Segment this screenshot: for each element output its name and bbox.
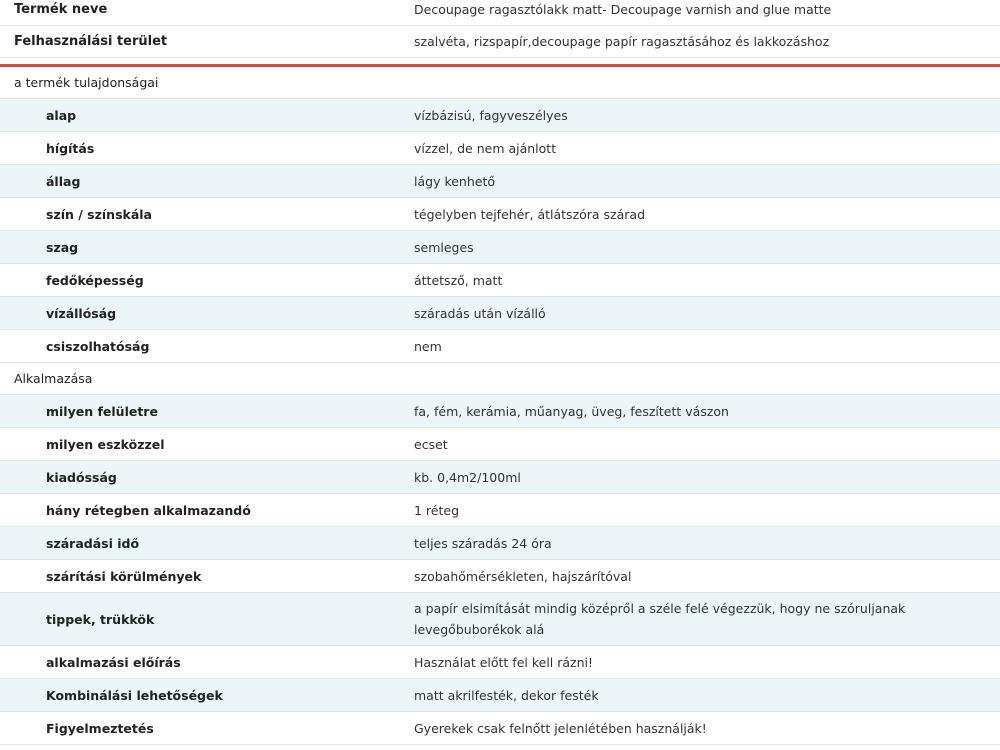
row-value: nem bbox=[414, 338, 442, 354]
row-label: szárítási körülmények bbox=[46, 568, 202, 584]
table-row bbox=[0, 712, 1000, 745]
row-value: szobahőmérsékleten, hajszárítóval bbox=[414, 568, 632, 584]
row-label: alap bbox=[46, 107, 77, 123]
row-label: hígítás bbox=[46, 140, 95, 156]
row-value: száradás után vízálló bbox=[414, 305, 546, 321]
product-name-value: Decoupage ragasztólakk matt- Decoupage varnish and glue matte bbox=[414, 2, 832, 17]
row-label: tippek, trükkök bbox=[46, 611, 155, 627]
table-row bbox=[0, 428, 1000, 461]
row-value: matt akrilfesték, dekor festék bbox=[414, 687, 599, 703]
table-row bbox=[0, 494, 1000, 527]
row-value: fa, fém, kerámia, műanyag, üveg, feszített vászon bbox=[414, 403, 729, 419]
table-row bbox=[0, 165, 1000, 198]
table-row bbox=[0, 646, 1000, 679]
table-row bbox=[0, 297, 1000, 330]
row-label: száradási idő bbox=[46, 535, 140, 551]
table-row bbox=[0, 330, 1000, 363]
row-label: szag bbox=[46, 239, 79, 255]
usage-area-row bbox=[0, 26, 1000, 58]
section-header-application: Alkalmazása bbox=[0, 363, 1000, 395]
usage-area-value: szalvéta, rizspapír,decoupage papír ragasztásához és lakkozáshoz bbox=[414, 34, 830, 49]
table-row bbox=[0, 395, 1000, 428]
row-value: kb. 0,4m2/100ml bbox=[414, 469, 521, 485]
row-label: szín / színskála bbox=[46, 206, 152, 222]
section-header-properties: a termék tulajdonságai bbox=[0, 67, 1000, 99]
row-value: semleges bbox=[414, 239, 474, 255]
row-label: fedőképesség bbox=[46, 272, 144, 288]
table-row bbox=[0, 461, 1000, 494]
table-row bbox=[0, 264, 1000, 297]
row-label: milyen felületre bbox=[46, 403, 158, 419]
row-value: tégelyben tejfehér, átlátszóra szárad bbox=[414, 206, 646, 222]
table-row bbox=[0, 99, 1000, 132]
row-label: alkalmazási előírás bbox=[46, 654, 181, 670]
row-label: hány rétegben alkalmazandó bbox=[46, 502, 251, 518]
row-value: lágy kenhető bbox=[414, 173, 496, 189]
row-value: ecset bbox=[414, 436, 448, 452]
product-name-label: Termék neve bbox=[14, 2, 108, 17]
table-row bbox=[0, 679, 1000, 712]
row-label: csiszolhatóság bbox=[46, 338, 150, 354]
row-label: Figyelmeztetés bbox=[46, 720, 154, 736]
row-label: milyen eszközzel bbox=[46, 436, 165, 452]
row-value: vízzel, de nem ajánlott bbox=[414, 140, 557, 156]
usage-area-label: Felhasználási terület bbox=[14, 34, 168, 49]
row-value: 1 réteg bbox=[414, 502, 460, 518]
table-row bbox=[0, 198, 1000, 231]
table-row bbox=[0, 231, 1000, 264]
table-row bbox=[0, 560, 1000, 593]
row-value: vízbázisú, fagyveszélyes bbox=[414, 107, 568, 123]
row-value: Használat előtt fel kell rázni! bbox=[414, 654, 594, 670]
row-label: vízállóság bbox=[46, 305, 117, 321]
row-value: Gyerekek csak felnőtt jelenlétében használják! bbox=[414, 720, 707, 736]
table-row bbox=[0, 527, 1000, 560]
product-name-row bbox=[0, 0, 1000, 26]
table-row bbox=[0, 132, 1000, 165]
table-row bbox=[0, 593, 1000, 646]
row-value: a papír elsimítását mindig középről a széle felé végezzük, hogy ne szóruljanak levegőbuborékok alá bbox=[414, 601, 906, 637]
row-label: Kombinálási lehetőségek bbox=[46, 687, 223, 703]
row-value: teljes száradás 24 óra bbox=[414, 535, 552, 551]
row-value: áttetsző, matt bbox=[414, 272, 503, 288]
row-label: kiadósság bbox=[46, 469, 117, 485]
row-label: állag bbox=[46, 173, 81, 189]
